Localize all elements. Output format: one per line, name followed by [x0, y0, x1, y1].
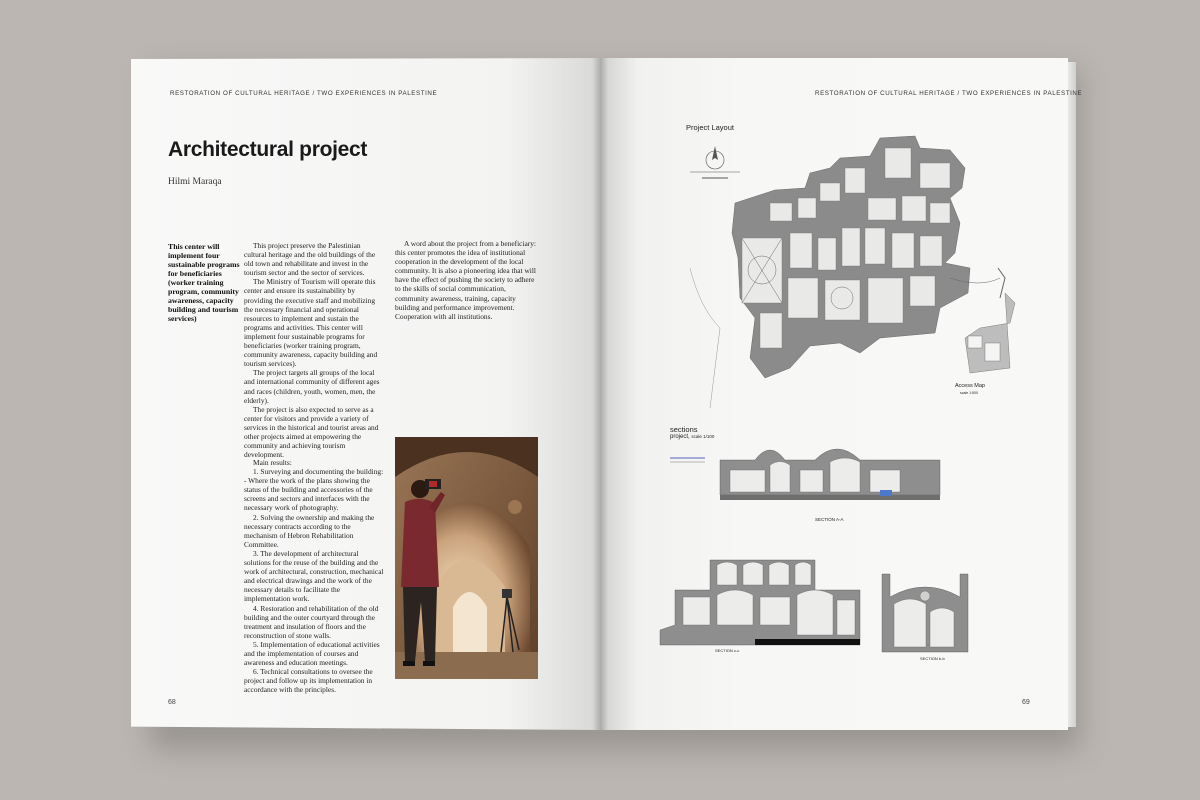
section-b-b-label: SECTION b-b — [920, 656, 945, 661]
sections-scale: scale 1/100 — [691, 434, 715, 439]
worker-photo-illustration — [395, 437, 538, 679]
section-a-a-drawing — [665, 440, 955, 525]
sidebar-quote: This center will implement four sustainable programs for beneficiaries (worker training program, community awareness, capacity building and tourism services) — [168, 242, 240, 323]
results-title: Main results: — [253, 458, 292, 467]
main-results — [244, 458, 384, 694]
project-layout-label: Project Layout — [686, 123, 734, 132]
access-map-scale: scale 1:500 — [960, 391, 978, 395]
paragraph: The project is also expected to serve as a center for visitors and provide a variety of services in the historical and tourist areas and other projects aimed at empowering the community and achieving tourism development. — [244, 404, 379, 460]
paragraph: This project preserve the Palestinian cultural heritage and the old buildings of the old town and rehabilitate and invest in the tourism sector and the sector of services. — [244, 241, 376, 278]
body-column-1 — [244, 241, 384, 459]
page-edge — [1068, 62, 1076, 727]
paragraph: The project targets all groups of the local and international community of different ages and races (children, youth, women, men, the elderly). — [244, 368, 380, 405]
author-name: Hilmi Maraqa — [168, 177, 222, 187]
result-item: 4. Restoration and rehabilitation of the old building and the outer courtyard through the treatment and insulation of floors and the reconstruction of stone walls. — [244, 603, 379, 640]
beneficiary-quote: A word about the project from a beneficiary: this center promotes the idea of institutional cooperation in the development of the local community. It is also a pioneering idea that will have the effect of pushing the society to adhere to the skills of social communication, community awareness, training, capacity building and performance improvement. Cooperation with all institutions. — [395, 239, 536, 321]
result-item: 3. The development of architectural solutions for the reuse of the building and the work of architectural, construction, mechanical and electrical drawings and the work of the necessary details to facilitate the implementation work. — [244, 548, 384, 604]
floor-plan-drawing — [680, 128, 1040, 408]
north-arrow-icon — [690, 146, 740, 178]
page-title: Architectural project — [168, 138, 368, 161]
right-running-header: RESTORATION OF CULTURAL HERITAGE / TWO EXPERIENCES IN PALESTINE — [815, 90, 1083, 97]
result-item: 6. Technical consultations to oversee the project and follow up its implementation in accordance with the principles. — [244, 667, 373, 695]
page-number-left: 68 — [168, 699, 176, 706]
access-map-label: Access Map — [955, 383, 985, 389]
sections-subtitle-text: project, — [670, 434, 690, 440]
access-map-drawing — [965, 268, 1015, 373]
result-item: 5. Implementation of educational activities and the implementation of courses and awareness and education meetings. — [244, 639, 380, 668]
left-running-header: RESTORATION OF CULTURAL HERITAGE / TWO EXPERIENCES IN PALESTINE — [170, 90, 438, 97]
sections-title: sections — [670, 425, 698, 434]
section-c-c-label: SECTION c-c — [715, 648, 740, 653]
worker-photo — [395, 437, 538, 679]
body-column-2 — [395, 239, 538, 321]
paragraph: The Ministry of Tourism will operate this center and ensure its sustainability by providing the executive staff and mobilizing the necessary financial and operational resources to implement and sustain the programs and activities. This center will implement four sustainable programs for beneficiaries (worker training program, community awareness, capacity building and tourism services). — [244, 277, 378, 369]
result-item: 1. Surveying and documenting the building: - Where the work of the plans showing the status of the building and accessories of the screens and sectors and interfaces with the necessary work of photography. — [244, 467, 384, 513]
page-number-right: 69 — [1022, 699, 1030, 706]
result-item: 2. Solving the ownership and making the necessary contracts according to the mechanism of Hebron Rehabilitation Committee. — [244, 512, 375, 549]
section-b-b-drawing — [880, 572, 970, 654]
scale-bar-icon — [670, 458, 705, 462]
section-c-c-drawing — [655, 555, 870, 655]
book-spine — [592, 58, 608, 730]
section-a-a-label: SECTION A-A — [815, 517, 844, 522]
